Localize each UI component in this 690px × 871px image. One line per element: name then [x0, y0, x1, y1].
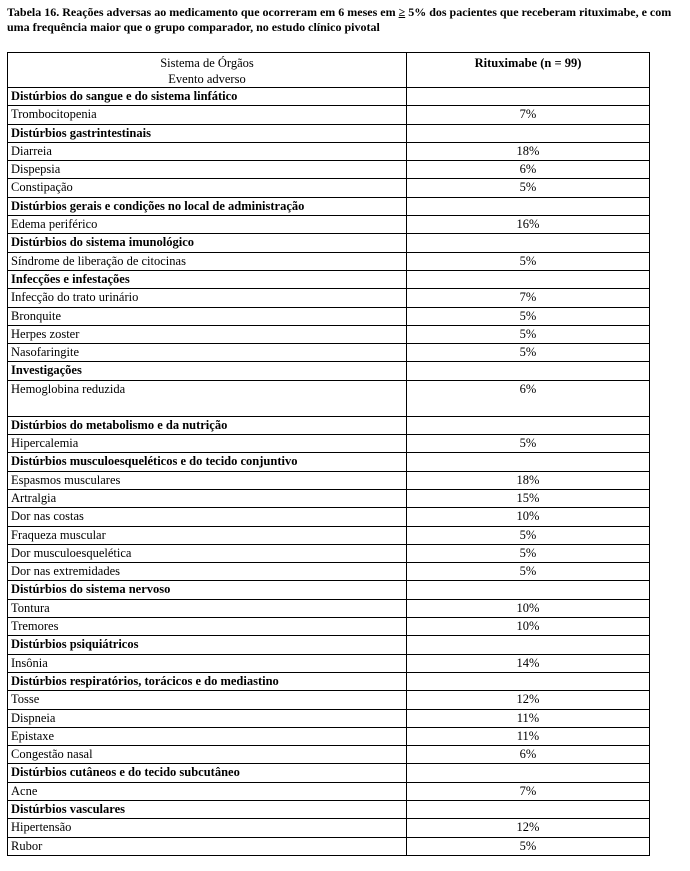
rituximab-frequency	[407, 453, 650, 471]
adverse-event-row	[8, 106, 650, 124]
organ-system-label: Distúrbios do sistema nervoso	[8, 581, 407, 599]
adverse-event-row	[8, 709, 650, 727]
adverse-event-row	[8, 179, 650, 197]
rituximab-frequency: 5%	[407, 544, 650, 562]
adverse-event-label: Herpes zoster	[8, 325, 407, 343]
rituximab-frequency: 14%	[407, 654, 650, 672]
adverse-event-label: Hipertensão	[8, 819, 407, 837]
rituximab-frequency	[407, 234, 650, 252]
table-body	[8, 88, 650, 856]
adverse-event-row	[8, 691, 650, 709]
rituximab-frequency: 5%	[407, 252, 650, 270]
adverse-event-label: Síndrome de liberação de citocinas	[8, 252, 407, 270]
adverse-event-row	[8, 563, 650, 581]
adverse-event-row	[8, 380, 650, 416]
organ-system-label: Distúrbios do sangue e do sistema linfático	[8, 88, 407, 106]
adverse-event-label: Infecção do trato urinário	[8, 289, 407, 307]
organ-system-group-row	[8, 672, 650, 690]
adverse-events-table	[7, 52, 650, 856]
adverse-event-row	[8, 526, 650, 544]
adverse-event-label: Espasmos musculares	[8, 471, 407, 489]
rituximab-frequency: 6%	[407, 746, 650, 764]
adverse-event-row	[8, 471, 650, 489]
adverse-event-label: Dor nas extremidades	[8, 563, 407, 581]
rituximab-frequency: 7%	[407, 106, 650, 124]
adverse-event-label: Insônia	[8, 654, 407, 672]
rituximab-frequency: 11%	[407, 709, 650, 727]
adverse-event-row	[8, 325, 650, 343]
adverse-event-label: Epistaxe	[8, 727, 407, 745]
adverse-event-row	[8, 307, 650, 325]
rituximab-frequency	[407, 672, 650, 690]
organ-system-group-row	[8, 270, 650, 288]
adverse-event-row	[8, 252, 650, 270]
adverse-event-row	[8, 142, 650, 160]
adverse-event-label: Dispepsia	[8, 161, 407, 179]
adverse-event-label: Diarreia	[8, 142, 407, 160]
rituximab-frequency: 10%	[407, 618, 650, 636]
organ-system-label: Distúrbios vasculares	[8, 800, 407, 818]
organ-system-label: Distúrbios musculoesqueléticos e do tecido conjuntivo	[8, 453, 407, 471]
adverse-event-row	[8, 508, 650, 526]
organ-system-group-row	[8, 124, 650, 142]
adverse-event-label: Tontura	[8, 599, 407, 617]
organ-system-label: Distúrbios do metabolismo e da nutrição	[8, 416, 407, 434]
table-caption	[7, 5, 687, 35]
adverse-event-label: Hemoglobina reduzida	[8, 380, 407, 416]
adverse-event-label: Edema periférico	[8, 216, 407, 234]
adverse-event-row	[8, 654, 650, 672]
adverse-event-row	[8, 727, 650, 745]
organ-system-group-row	[8, 88, 650, 106]
rituximab-frequency: 18%	[407, 142, 650, 160]
rituximab-frequency	[407, 270, 650, 288]
rituximab-frequency	[407, 88, 650, 106]
header-organ-system	[8, 53, 407, 88]
rituximab-frequency: 6%	[407, 161, 650, 179]
caption-prefix: Tabela 16. Reações adversas ao medicamento que ocorreram em 6 meses em	[7, 5, 399, 19]
organ-system-group-row	[8, 581, 650, 599]
organ-system-group-row	[8, 636, 650, 654]
organ-system-label: Distúrbios respiratórios, torácicos e do mediastino	[8, 672, 407, 690]
rituximab-frequency: 11%	[407, 727, 650, 745]
rituximab-frequency: 15%	[407, 489, 650, 507]
adverse-event-row	[8, 289, 650, 307]
organ-system-label: Investigações	[8, 362, 407, 380]
adverse-event-label: Acne	[8, 782, 407, 800]
adverse-event-row	[8, 618, 650, 636]
adverse-event-label: Hipercalemia	[8, 435, 407, 453]
adverse-event-label: Rubor	[8, 837, 407, 855]
adverse-event-label: Artralgia	[8, 489, 407, 507]
rituximab-frequency: 5%	[407, 307, 650, 325]
rituximab-frequency	[407, 124, 650, 142]
adverse-event-row	[8, 599, 650, 617]
adverse-event-label: Constipação	[8, 179, 407, 197]
adverse-event-row	[8, 435, 650, 453]
caption-suffix: 5% dos pacientes que receberam rituximabe, e com uma frequência maior que o grupo comparador, no estudo clínico pivotal	[7, 5, 672, 34]
adverse-event-label: Trombocitopenia	[8, 106, 407, 124]
rituximab-frequency	[407, 197, 650, 215]
rituximab-frequency	[407, 581, 650, 599]
adverse-event-row	[8, 837, 650, 855]
adverse-event-label: Bronquite	[8, 307, 407, 325]
adverse-event-label: Congestão nasal	[8, 746, 407, 764]
rituximab-frequency	[407, 636, 650, 654]
header-rituximab-label: Rituximabe (n = 99)	[474, 56, 582, 70]
adverse-event-row	[8, 344, 650, 362]
rituximab-frequency: 10%	[407, 508, 650, 526]
header-organ-system-label: Sistema de Órgãos	[160, 56, 254, 70]
organ-system-label: Distúrbios gastrintestinais	[8, 124, 407, 142]
rituximab-frequency: 5%	[407, 325, 650, 343]
rituximab-frequency: 18%	[407, 471, 650, 489]
rituximab-frequency: 5%	[407, 837, 650, 855]
rituximab-frequency: 5%	[407, 526, 650, 544]
organ-system-label: Infecções e infestações	[8, 270, 407, 288]
header-adverse-event-label: Evento adverso	[168, 72, 246, 86]
caption-ge-symbol: ≥	[398, 5, 406, 19]
adverse-event-row	[8, 544, 650, 562]
rituximab-frequency	[407, 362, 650, 380]
organ-system-group-row	[8, 453, 650, 471]
adverse-event-row	[8, 782, 650, 800]
header-rituximab	[407, 53, 650, 88]
rituximab-frequency: 5%	[407, 563, 650, 581]
organ-system-label: Distúrbios do sistema imunológico	[8, 234, 407, 252]
organ-system-label: Distúrbios gerais e condições no local de administração	[8, 197, 407, 215]
adverse-event-label: Dispneia	[8, 709, 407, 727]
organ-system-group-row	[8, 362, 650, 380]
rituximab-frequency: 12%	[407, 691, 650, 709]
rituximab-frequency	[407, 800, 650, 818]
adverse-event-label: Tremores	[8, 618, 407, 636]
rituximab-frequency: 7%	[407, 289, 650, 307]
organ-system-group-row	[8, 416, 650, 434]
adverse-event-label: Dor musculoesquelética	[8, 544, 407, 562]
adverse-event-label: Nasofaringite	[8, 344, 407, 362]
adverse-event-row	[8, 746, 650, 764]
organ-system-group-row	[8, 800, 650, 818]
rituximab-frequency	[407, 764, 650, 782]
table-header-row	[8, 53, 650, 88]
organ-system-group-row	[8, 197, 650, 215]
organ-system-label: Distúrbios psiquiátricos	[8, 636, 407, 654]
adverse-event-row	[8, 489, 650, 507]
rituximab-frequency: 10%	[407, 599, 650, 617]
rituximab-frequency: 5%	[407, 344, 650, 362]
rituximab-frequency: 7%	[407, 782, 650, 800]
organ-system-group-row	[8, 234, 650, 252]
rituximab-frequency: 5%	[407, 179, 650, 197]
rituximab-frequency: 5%	[407, 435, 650, 453]
adverse-event-label: Fraqueza muscular	[8, 526, 407, 544]
adverse-event-row	[8, 161, 650, 179]
adverse-event-row	[8, 819, 650, 837]
organ-system-group-row	[8, 764, 650, 782]
rituximab-frequency	[407, 416, 650, 434]
adverse-event-row	[8, 216, 650, 234]
rituximab-frequency: 16%	[407, 216, 650, 234]
rituximab-frequency: 6%	[407, 380, 650, 416]
organ-system-label: Distúrbios cutâneos e do tecido subcutâneo	[8, 764, 407, 782]
adverse-event-label: Dor nas costas	[8, 508, 407, 526]
rituximab-frequency: 12%	[407, 819, 650, 837]
adverse-event-label: Tosse	[8, 691, 407, 709]
